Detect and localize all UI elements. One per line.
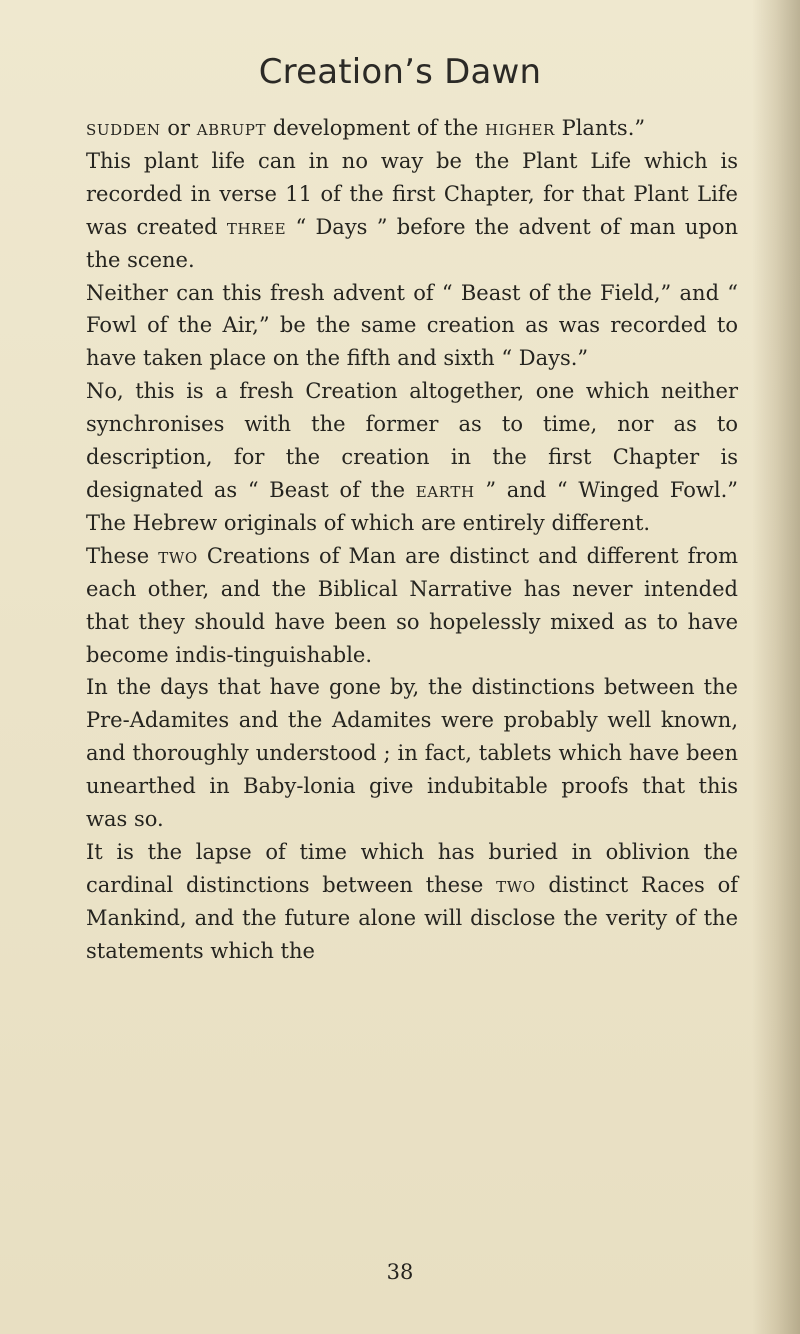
text-run: These [86, 543, 159, 568]
paragraph-3: Neither can this fresh advent of “ Beast of the Field,” and “ Fowl of the Air,” be the same creation as was recorded to have taken place on the fifth and sixth “ Days.” [86, 280, 738, 371]
small-caps-earth: earth [415, 477, 475, 502]
small-caps-higher: higher [484, 116, 555, 140]
paragraph-1 [86, 112, 738, 145]
small-caps-sudden: sudden [86, 116, 161, 140]
text-run: or [160, 116, 197, 140]
paragraph-6: In the days that have gone by, the distinctions between the Pre-Adamites and the Adamites were probably well known, and thoroughly understood ; in fact, tablets which have been unearthed in Baby-lonia give indubitable proofs that this was so. [86, 675, 738, 832]
small-caps-abrupt: abrupt [196, 116, 267, 140]
running-head: Creation’s Dawn [258, 52, 542, 92]
text-run: “ Days ” before the advent of man upon the scene. [86, 214, 738, 272]
page-number: 38 [386, 1260, 414, 1284]
paragraph-4 [86, 375, 738, 540]
text-run: It is the lapse of time which has buried in oblivion the cardinal distinctions between these [86, 839, 738, 897]
text-run: No, this is a fresh Creation altogether, one which neither synchronises with the former as to time, nor as to description, for the creation in the first Chapter is designated as “ Beast of the [86, 379, 738, 502]
small-caps-two: two [496, 872, 536, 897]
text-run: Plants.” [554, 116, 646, 140]
text-run: ” and “ Winged Fowl.” The Hebrew originals of which are entirely different. [86, 477, 738, 535]
small-caps-three: three [226, 214, 287, 239]
small-caps-two: two [158, 543, 198, 568]
paragraph-7 [86, 836, 738, 968]
text-run: This plant life can in no way be the Plant Life which is recorded in verse 11 of the first Chapter, for that Plant Life was created [86, 148, 738, 239]
text-run: distinct Races of Mankind, and the future alone will disclose the verity of the statements which the [86, 872, 738, 963]
paragraph-2 [86, 145, 738, 277]
body-text [86, 112, 738, 968]
text-run: development of the [266, 116, 485, 140]
text-run: Creations of Man are distinct and different from each other, and the Biblical Narrative has never intended that they should have been so hopelessly mixed as to have become indis-tinguishable. [86, 543, 738, 667]
paragraph-5 [86, 540, 738, 672]
